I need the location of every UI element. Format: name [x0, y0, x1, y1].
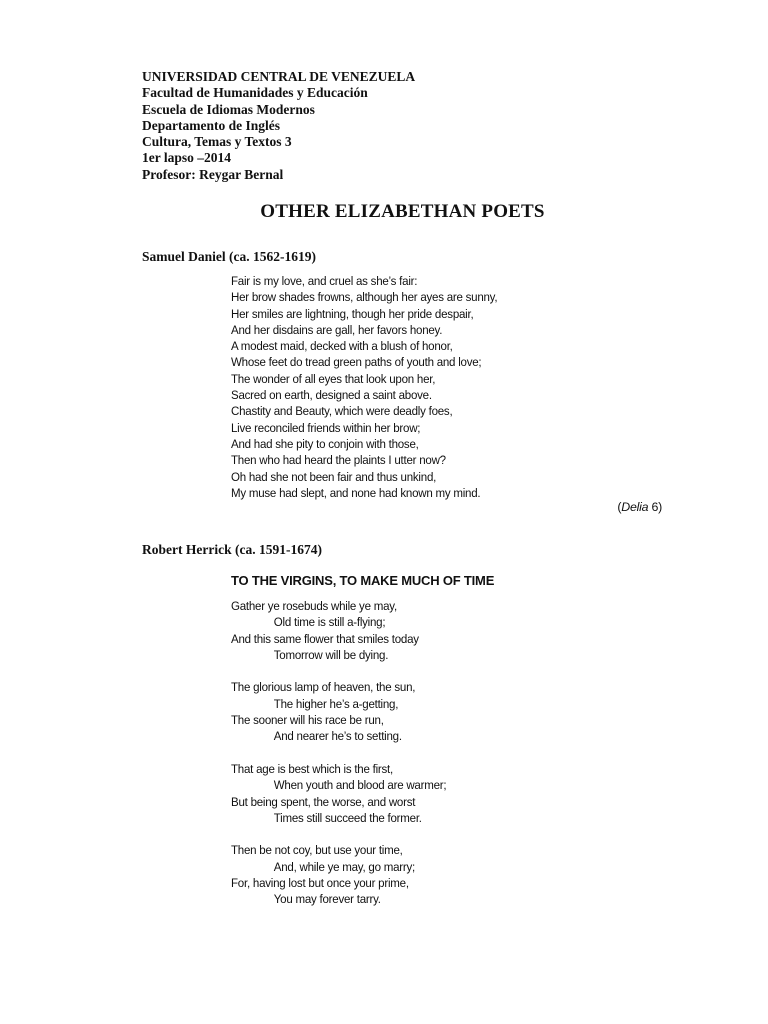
stanza [231, 842, 446, 907]
author-heading: Samuel Daniel (ca. 1562-1619) [142, 249, 316, 264]
poem-line: Then be not coy, but use your time, [231, 843, 403, 858]
poem-line-indented: Old time is still a-flying; [273, 615, 386, 630]
poem-line: Oh had she not been fair and thus unkind, [231, 469, 437, 484]
course-name: Cultura, Temas y Textos 3 [142, 134, 292, 150]
poem-line: Fair is my love, and cruel as she’s fair: [231, 274, 418, 288]
poem-line: Sacred on earth, designed a saint above. [231, 388, 432, 403]
poem-line-indented: And nearer he’s to setting. [273, 729, 402, 744]
poem-citation [617, 500, 662, 514]
poem-line: Chastity and Beauty, which were deadly foes, [231, 404, 453, 419]
poem-line-indented: Times still succeed the former. [273, 810, 422, 825]
term-label: 1er lapso –2014 [142, 150, 232, 166]
citation-work-title: Delia [621, 500, 649, 514]
citation-number: 6) [648, 500, 662, 514]
poem-line-indented: Tomorrow will be dying. [273, 647, 389, 662]
poem-line: For, having lost but once your prime, [231, 876, 409, 891]
professor-name: Profesor: Reygar Bernal [142, 166, 284, 182]
poem-line: And had she pity to conjoin with those, [231, 436, 419, 451]
sonnet-poem [231, 273, 497, 501]
citation-open-paren: ( [617, 500, 622, 514]
poem-line-indented: When youth and blood are warmer; [273, 778, 447, 793]
poem-line: The wonder of all eyes that look upon her, [231, 371, 436, 386]
document-title: OTHER ELIZABETHAN POETS [260, 201, 545, 222]
poem-line: Her brow shades frowns, although her ayes are sunny, [231, 290, 498, 305]
poem-line: Whose feet do tread green paths of youth and love; [231, 355, 482, 370]
poem-line: And this same flower that smiles today [231, 631, 419, 646]
department-name: Departamento de Inglés [142, 117, 280, 133]
poem-line: That age is best which is the first, [231, 761, 393, 776]
poem-line: Live reconciled friends within her brow; [231, 420, 421, 435]
stanza [231, 598, 446, 663]
poem-line: A modest maid, decked with a blush of honor, [231, 339, 453, 354]
poem-line: And her disdains are gall, her favors honey. [231, 322, 443, 337]
course-header [142, 69, 662, 183]
poem-line-indented: The higher he’s a-getting, [273, 696, 399, 711]
poem-line: Her smiles are lightning, though her pride despair, [231, 306, 474, 321]
poem-line: Then who had heard the plaints I utter now? [231, 453, 446, 468]
university-name: UNIVERSIDAD CENTRAL DE VENEZUELA [142, 69, 416, 84]
poem-line: My muse had slept, and none had known my mind. [231, 485, 481, 500]
poem-line: Gather ye rosebuds while ye may, [231, 599, 397, 613]
school-name: Escuela de Idiomas Modernos [142, 101, 315, 117]
poem-line-indented: And, while ye may, go marry; [273, 859, 415, 874]
poem-line-indented: You may forever tarry. [273, 892, 381, 907]
poem-line: But being spent, the worse, and worst [231, 794, 416, 809]
poem-line: The sooner will his race be run, [231, 713, 384, 728]
poem-line: The glorious lamp of heaven, the sun, [231, 680, 416, 695]
stanza [231, 761, 446, 826]
author-heading: Robert Herrick (ca. 1591-1674) [142, 542, 322, 557]
stanza [231, 679, 446, 744]
herrick-poem [231, 598, 446, 908]
poem-title: TO THE VIRGINS, TO MAKE MUCH OF TIME [231, 573, 495, 588]
faculty-name: Facultad de Humanidades y Educación [142, 85, 368, 101]
